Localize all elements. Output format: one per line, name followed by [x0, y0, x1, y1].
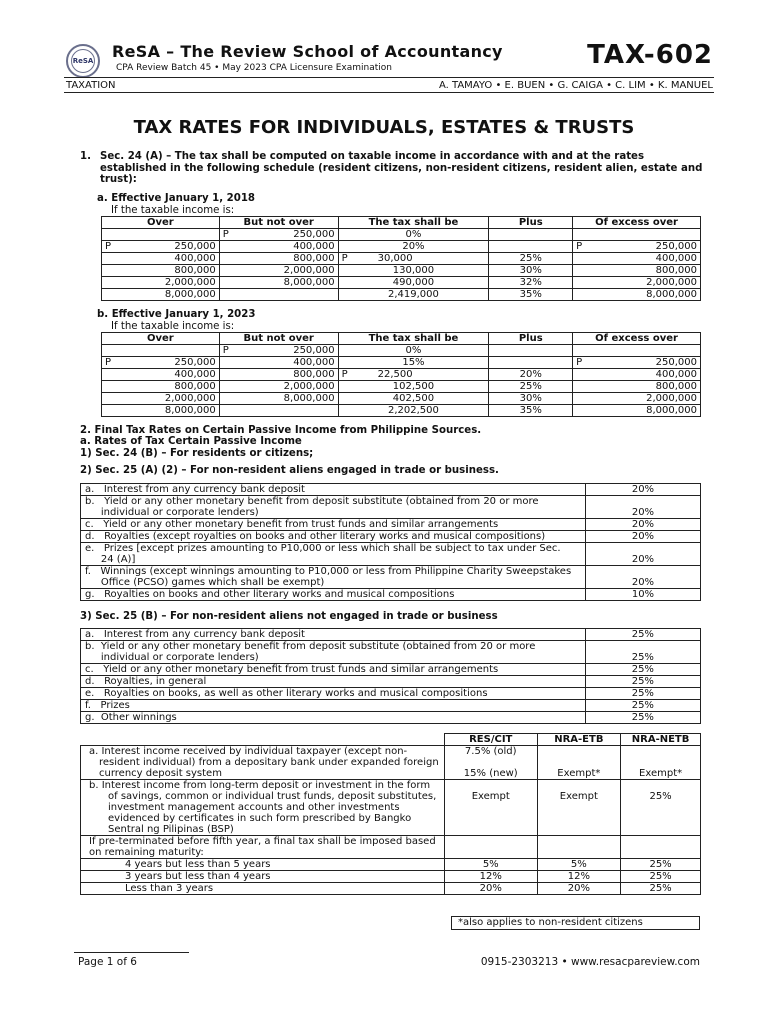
bracket-cell [573, 357, 701, 369]
rate-row [81, 641, 701, 664]
rate-row [81, 531, 701, 543]
bracket-cell: 8,000,000 [573, 405, 701, 417]
bracket-cell [102, 345, 220, 357]
amount: 250,000 [293, 229, 335, 240]
bracket-cell: 400,000 [102, 253, 220, 265]
income-type-text: f. Winnings (except winnings amounting to P10,000 or less from Philippine Charity Sweepstakes [85, 566, 572, 577]
section1-number: 1. [80, 151, 91, 162]
bracket-cell: 800,000 [573, 381, 701, 393]
bracket-cell: 35% [489, 289, 573, 301]
bracket-cell: 490,000 [338, 277, 489, 289]
bracket-cell [489, 229, 573, 241]
amount: 22,500 [377, 369, 413, 380]
income-type-cell [81, 641, 586, 664]
bracket-row [102, 229, 701, 241]
rate-cell: 25% [585, 688, 700, 700]
income-type-text: c. Yield or any other monetary benefit from trust funds and similar arrangements [85, 519, 499, 530]
amount: 250,000 [174, 241, 216, 252]
income-type-text-cont: Office (PCSO) games which shall be exempt) [85, 577, 325, 588]
bracket-cell: 32% [489, 277, 573, 289]
amount: 250,000 [174, 357, 216, 368]
rate-row [81, 519, 701, 531]
rate-new: 15% (new) [463, 768, 518, 779]
income-type-text-cont: individual or corporate lenders) [85, 652, 259, 663]
bracket-cell [573, 241, 701, 253]
income-type-cell [81, 566, 586, 589]
rate-cell: 25% [585, 629, 700, 641]
bracket-row [102, 405, 701, 417]
bracket-row [102, 345, 701, 357]
bracket-cell: 402,500 [338, 393, 489, 405]
rate-row [81, 676, 701, 688]
bracket-cell: 400,000 [102, 369, 220, 381]
income-type-text: d. Royalties (except royalties on books and other literary works and musical compositions) [85, 531, 546, 542]
bracket-cell [489, 345, 573, 357]
amount: 250,000 [655, 241, 697, 252]
bracket-cell [102, 229, 220, 241]
bracket-cell: 2,000,000 [219, 265, 338, 277]
section1-line1: Sec. 24 (A) – The tax shall be computed on taxable income in accordance with and at the rates [100, 151, 645, 162]
bracket-cell [219, 405, 338, 417]
bracket-cell: 35% [489, 405, 573, 417]
peso-sign: P [222, 229, 229, 240]
desc-line: a. Interest income received by individual taxpayer (except non- [89, 746, 408, 757]
maturity-label-cell: 4 years but less than 5 years [81, 859, 445, 871]
bracket-cell: 0% [338, 229, 489, 241]
foreign-currency-deposit-desc [81, 746, 445, 780]
income-type-text: a. Interest from any currency bank deposit [85, 484, 305, 495]
bracket-row [102, 253, 701, 265]
maturity-rate-cell: 12% [444, 871, 537, 883]
rate-cell: 25% [585, 664, 700, 676]
bracket-cell: 2,000,000 [573, 393, 701, 405]
long-term-deposit-desc [81, 780, 445, 836]
bracket-cell: 800,000 [219, 253, 338, 265]
rate-cell: 20% [585, 519, 700, 531]
rate-cell: 20% [585, 496, 700, 519]
rate-row [81, 543, 701, 566]
taxable-income-label-2018: If the taxable income is: [111, 205, 235, 216]
maturity-row [81, 883, 701, 895]
rate-row [81, 700, 701, 712]
desc-line: on remaining maturity: [89, 847, 204, 858]
bracket-cell: 800,000 [573, 265, 701, 277]
nra-netb-rate-cell: 25% [621, 780, 701, 836]
bracket-cell: 800,000 [102, 381, 220, 393]
bracket-cell: 400,000 [219, 357, 338, 369]
col-header-excess: Of excess over [573, 217, 701, 229]
maturity-rate-cell: 20% [537, 883, 621, 895]
bracket-cell [219, 345, 338, 357]
peso-sign: P [105, 357, 112, 368]
bracket-cell: 102,500 [338, 381, 489, 393]
desc-line: b. Interest income from long-term deposit or investment in the form [89, 780, 431, 791]
col-header-over: Over [102, 217, 220, 229]
authors-list: A. TAMAYO • E. BUEN • G. CAIGA • C. LIM • K. MANUEL [438, 80, 713, 91]
bracket-cell: 30% [489, 265, 573, 277]
bracket-cell: 15% [338, 357, 489, 369]
bracket-cell [489, 241, 573, 253]
desc-line: investment management accounts and other investments [108, 802, 400, 813]
income-type-cell [81, 496, 586, 519]
peso-sign: P [576, 357, 583, 368]
bracket-cell: 2,000,000 [102, 393, 220, 405]
rate-row [81, 496, 701, 519]
page-title: TAX RATES FOR INDIVIDUALS, ESTATES & TRUSTS [133, 117, 635, 138]
rate-cell: 20% [585, 484, 700, 496]
desc-line: resident individual) from a depositary bank under expanded foreign [99, 757, 439, 768]
maturity-label-cell: 3 years but less than 4 years [81, 871, 445, 883]
nra-engaged-rate-table [80, 483, 701, 601]
nra-not-engaged-rate-table [80, 628, 701, 724]
bracket-cell [102, 357, 220, 369]
amount: 30,000 [377, 253, 413, 264]
bracket-cell: 2,419,000 [338, 289, 489, 301]
bracket-cell: 2,202,500 [338, 405, 489, 417]
maturity-rate-cell: 25% [621, 883, 701, 895]
bracket-cell: 25% [489, 253, 573, 265]
income-type-text: g. Royalties on books and other literary works and musical compositions [85, 589, 455, 600]
sec24b-heading: 1) Sec. 24 (B) – For residents or citizens; [80, 448, 314, 459]
col-header-plus: Plus [489, 333, 573, 345]
bracket-row [102, 289, 701, 301]
bracket-cell: 400,000 [219, 241, 338, 253]
bracket-cell: 2,000,000 [219, 381, 338, 393]
col-header-but-not-over: But not over [219, 217, 338, 229]
rate-cell: 25% [585, 712, 700, 724]
bracket-cell [338, 253, 489, 265]
bracket-cell [219, 229, 338, 241]
passive-income-subtitle: a. Rates of Tax Certain Passive Income [80, 436, 302, 447]
bracket-cell: 2,000,000 [102, 277, 220, 289]
effective-2023-title: b. Effective January 1, 2023 [97, 309, 256, 320]
rate-row [81, 589, 701, 601]
bracket-cell: 2,000,000 [573, 277, 701, 289]
maturity-rate-cell: 25% [621, 859, 701, 871]
schedule-table-2023 [101, 332, 701, 417]
bracket-cell [489, 357, 573, 369]
maturity-label-cell: Less than 3 years [81, 883, 445, 895]
res-cit-rate-cell [444, 746, 537, 780]
rate-cell: 25% [585, 676, 700, 688]
income-type-text: f. Prizes [85, 700, 130, 711]
income-type-cell [81, 712, 586, 724]
rate-cell: 20% [585, 566, 700, 589]
footer-rule [74, 952, 189, 953]
bracket-cell: 8,000,000 [102, 289, 220, 301]
rate-cell: 25% [585, 641, 700, 664]
col-header-nra-etb: NRA-ETB [537, 734, 621, 746]
peso-sign: P [341, 253, 348, 264]
maturity-row [81, 859, 701, 871]
col-header-tax: The tax shall be [338, 333, 489, 345]
rate-row [81, 664, 701, 676]
bracket-cell: 30% [489, 393, 573, 405]
taxable-income-label-2023: If the taxable income is: [111, 321, 235, 332]
page-number: Page 1 of 6 [78, 956, 137, 968]
rate-row [81, 484, 701, 496]
col-header-res-cit: RES/CIT [444, 734, 537, 746]
desc-line: evidenced by certificates in such form prescribed by Bangko [108, 813, 412, 824]
maturity-rate-cell: 12% [537, 871, 621, 883]
col-header-tax: The tax shall be [338, 217, 489, 229]
school-name: ReSA – The Review School of Accountancy [112, 42, 503, 61]
nra-etb-rate-cell: Exempt [537, 780, 621, 836]
bracket-row [102, 265, 701, 277]
maturity-rate-cell: 20% [444, 883, 537, 895]
bracket-row [102, 357, 701, 369]
income-type-cell [81, 519, 586, 531]
rate-cell: 25% [585, 700, 700, 712]
col-header-but-not-over: But not over [219, 333, 338, 345]
resa-logo [66, 44, 100, 78]
income-type-text: e. Royalties on books, as well as other literary works and musical compositions [85, 688, 488, 699]
bracket-row [102, 381, 701, 393]
peso-sign: P [576, 241, 583, 252]
desc-line: Sentral ng Pilipinas (BSP) [108, 824, 234, 835]
col-header-nra-netb: NRA-NETB [621, 734, 701, 746]
deposit-income-table [80, 733, 701, 895]
nra-etb-rate-cell: Exempt* [537, 746, 621, 780]
blank-header-cell [81, 734, 445, 746]
document-code: TAX-602 [587, 40, 713, 70]
batch-info: CPA Review Batch 45 • May 2023 CPA Licensure Examination [116, 63, 392, 73]
income-type-cell [81, 700, 586, 712]
bracket-cell: 800,000 [219, 369, 338, 381]
income-type-text: e. Prizes [except prizes amounting to P10,000 or less which shall be subject to tax under Sec. [85, 543, 561, 554]
footnote-box: *also applies to non-resident citizens [451, 916, 700, 930]
rate-cell: 10% [585, 589, 700, 601]
bracket-cell: 8,000,000 [219, 277, 338, 289]
schedule-table-2018 [101, 216, 701, 301]
spacer [449, 757, 533, 768]
desc-line: of savings, common or individual trust funds, deposit substitutes, [108, 791, 437, 802]
income-type-cell [81, 688, 586, 700]
bracket-cell: 800,000 [102, 265, 220, 277]
income-type-cell [81, 531, 586, 543]
income-type-text: c. Yield or any other monetary benefit from trust funds and similar arrangements [85, 664, 499, 675]
amount: 250,000 [655, 357, 697, 368]
rate-cell: 20% [585, 531, 700, 543]
rate-old: 7.5% (old) [464, 746, 517, 757]
bracket-cell: 8,000,000 [102, 405, 220, 417]
rate-cell: 20% [585, 543, 700, 566]
section1-line3: trust): [100, 174, 137, 185]
bracket-row [102, 369, 701, 381]
income-type-text: a. Interest from any currency bank deposit [85, 629, 305, 640]
maturity-rate-cell: 5% [537, 859, 621, 871]
desc-line: If pre-terminated before fifth year, a final tax shall be imposed based [89, 836, 436, 847]
bracket-cell [219, 289, 338, 301]
rate-row [81, 629, 701, 641]
sec25a-heading: 2) Sec. 25 (A) (2) – For non-resident aliens engaged in trade or business. [80, 465, 499, 476]
peso-sign: P [341, 369, 348, 380]
bracket-cell: 20% [338, 241, 489, 253]
maturity-rate-cell: 5% [444, 859, 537, 871]
amount: 250,000 [293, 345, 335, 356]
col-header-excess: Of excess over [573, 333, 701, 345]
income-type-text: b. Yield or any other monetary benefit from deposit substitute (obtained from 20 or more [85, 641, 536, 652]
rate-row [81, 566, 701, 589]
empty-cell [537, 836, 621, 859]
rate-row [81, 712, 701, 724]
bracket-cell [102, 241, 220, 253]
col-header-over: Over [102, 333, 220, 345]
res-cit-rate-cell: Exempt [444, 780, 537, 836]
bracket-cell: 8,000,000 [219, 393, 338, 405]
income-type-text-cont: individual or corporate lenders) [85, 507, 259, 518]
income-type-cell [81, 676, 586, 688]
contact-info: 0915-2303213 • www.resacpareview.com [480, 956, 700, 968]
bracket-row [102, 241, 701, 253]
rate-row [81, 688, 701, 700]
bracket-row [102, 393, 701, 405]
maturity-rate-cell: 25% [621, 871, 701, 883]
bracket-cell [338, 369, 489, 381]
income-type-cell [81, 543, 586, 566]
logo-seal: ReSA [71, 49, 95, 73]
effective-2018-title: a. Effective January 1, 2018 [97, 193, 256, 204]
header-rule-top [64, 77, 714, 78]
bracket-cell: 400,000 [573, 253, 701, 265]
empty-cell [444, 836, 537, 859]
income-type-text-cont: 24 (A)] [85, 554, 136, 565]
pre-termination-desc [81, 836, 445, 859]
income-type-cell [81, 589, 586, 601]
bracket-cell [573, 229, 701, 241]
sec25b-heading: 3) Sec. 25 (B) – For non-resident aliens not engaged in trade or business [80, 611, 498, 622]
bracket-cell: 0% [338, 345, 489, 357]
peso-sign: P [222, 345, 229, 356]
income-type-cell [81, 629, 586, 641]
bracket-cell: 20% [489, 369, 573, 381]
bracket-row [102, 277, 701, 289]
bracket-cell: 8,000,000 [573, 289, 701, 301]
bracket-cell [573, 345, 701, 357]
empty-cell [621, 836, 701, 859]
bracket-cell: 400,000 [573, 369, 701, 381]
bracket-cell: 25% [489, 381, 573, 393]
income-type-cell [81, 484, 586, 496]
income-type-text: g. Other winnings [85, 712, 177, 723]
section2-title: 2. Final Tax Rates on Certain Passive Income from Philippine Sources. [80, 425, 482, 436]
bracket-cell: 130,000 [338, 265, 489, 277]
peso-sign: P [105, 241, 112, 252]
income-type-text: b. Yield or any other monetary benefit from deposit substitute (obtained from 20 or more [85, 496, 539, 507]
col-header-plus: Plus [489, 217, 573, 229]
header-rule-bottom [64, 92, 714, 93]
desc-line: currency deposit system [99, 768, 222, 779]
maturity-row [81, 871, 701, 883]
income-type-text: d. Royalties, in general [85, 676, 207, 687]
section1-line2: established in the following schedule (resident citizens, non-resident citizens, resident alien, estate and [100, 163, 703, 174]
subject-label: TAXATION [66, 80, 116, 91]
nra-netb-rate-cell: Exempt* [621, 746, 701, 780]
income-type-cell [81, 664, 586, 676]
